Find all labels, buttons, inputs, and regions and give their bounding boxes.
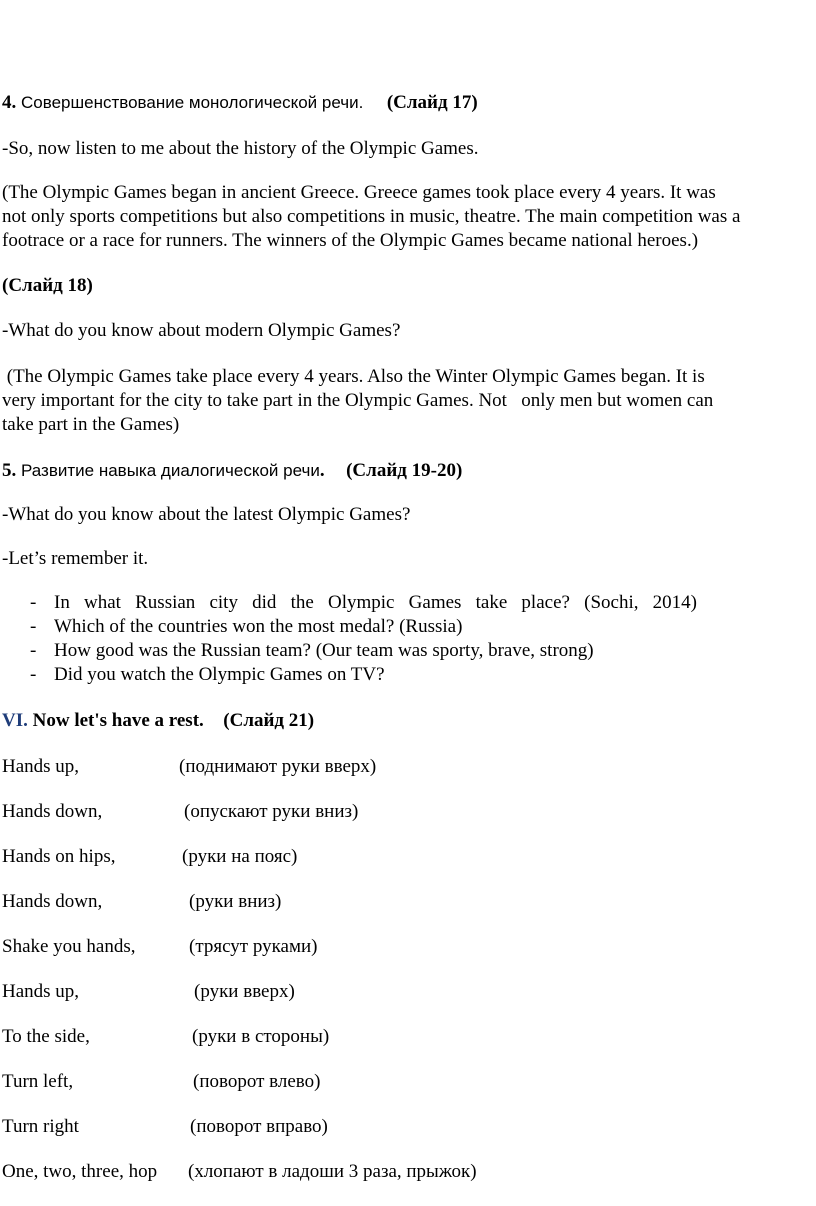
list-dash: - (30, 664, 37, 685)
section-6-title: Now let's have a rest. (32, 710, 204, 731)
exercise-command: Hands on hips, (2, 846, 116, 867)
exercise-command: Turn right (2, 1116, 79, 1137)
section-4-heading (2, 91, 478, 115)
list-item-text: Which of the countries won the most medal? (Russia) (54, 616, 463, 637)
exercise-translation: (поворот влево) (193, 1071, 321, 1092)
exercise-command: Hands up, (2, 756, 80, 777)
section-4-slide: (Слайд 17) (386, 92, 478, 113)
list-item-text: Did you watch the Olympic Games on TV? (54, 664, 385, 685)
list-item-text: How good was the Russian team? (Our team was sporty, brave, strong) (54, 640, 594, 661)
list-item-text: In what Russian city did the Olympic Games take place? (Sochi, 2014) (54, 592, 697, 613)
questions-list (0, 591, 816, 687)
remember-line: -Let’s remember it. (2, 548, 149, 569)
list-dash: - (30, 616, 37, 637)
list-item (0, 639, 816, 663)
history-answer-line-3: footrace or a race for runners. The winners of the Olympic Games became national heroes.) (2, 230, 699, 251)
exercise-translation: (опускают руки вниз) (184, 801, 359, 822)
exercise-command: Hands up, (2, 981, 80, 1002)
section-6-slide: (Слайд 21) (223, 710, 315, 731)
section-4-title: Совершенствование монологической речи. (21, 93, 364, 112)
modern-answer-line-3: take part in the Games) (2, 414, 180, 435)
list-item (0, 615, 816, 639)
modern-answer-line-2: very important for the city to take part in the Olympic Games. Not only men but women can (2, 390, 714, 411)
latest-question: -What do you know about the latest Olympic Games? (2, 504, 411, 525)
list-item (0, 591, 816, 615)
section-5-number: 5. (2, 460, 17, 481)
section-5-slide: (Слайд 19-20) (346, 460, 463, 481)
section-6-number: VI. (2, 710, 28, 731)
exercise-translation: (трясут руками) (189, 936, 318, 957)
exercise-translation: (руки в стороны) (192, 1026, 330, 1047)
list-item (0, 663, 816, 687)
section-5-heading (2, 459, 462, 483)
exercise-translation: (поднимают руки вверх) (179, 756, 377, 777)
modern-answer-line-1: (The Olympic Games take place every 4 years. Also the Winter Olympic Games began. It is (2, 366, 705, 387)
exercise-translation: (поворот вправо) (190, 1116, 328, 1137)
history-answer-line-1: (The Olympic Games began in ancient Greece. Greece games took place every 4 years. It was (2, 182, 716, 203)
exercise-translation: (руки вверх) (194, 981, 295, 1002)
section-4-number: 4. (2, 92, 17, 113)
exercise-command: Turn left, (2, 1071, 74, 1092)
exercise-command: One, two, three, hop (2, 1161, 158, 1182)
section-6-heading (2, 709, 314, 733)
section-5-title: Развитие навыка диалогической речи (21, 461, 320, 480)
exercise-command: Hands down, (2, 801, 103, 822)
history-answer-line-2: not only sports competitions but also competitions in music, theatre. The main competition was a (2, 206, 741, 227)
exercise-translation: (руки на пояс) (182, 846, 298, 867)
exercise-command: Shake you hands, (2, 936, 136, 957)
list-dash: - (30, 640, 37, 661)
history-question: -So, now listen to me about the history of the Olympic Games. (2, 138, 479, 159)
exercise-command: Hands down, (2, 891, 103, 912)
slide-18-heading: (Слайд 18) (2, 275, 93, 296)
section-5-dot: . (319, 460, 325, 481)
exercise-translation: (хлопают в ладоши 3 раза, прыжок) (188, 1161, 477, 1182)
list-dash: - (30, 592, 37, 613)
exercise-command: To the side, (2, 1026, 90, 1047)
modern-question: -What do you know about modern Olympic Games? (2, 320, 401, 341)
exercise-translation: (руки вниз) (189, 891, 282, 912)
